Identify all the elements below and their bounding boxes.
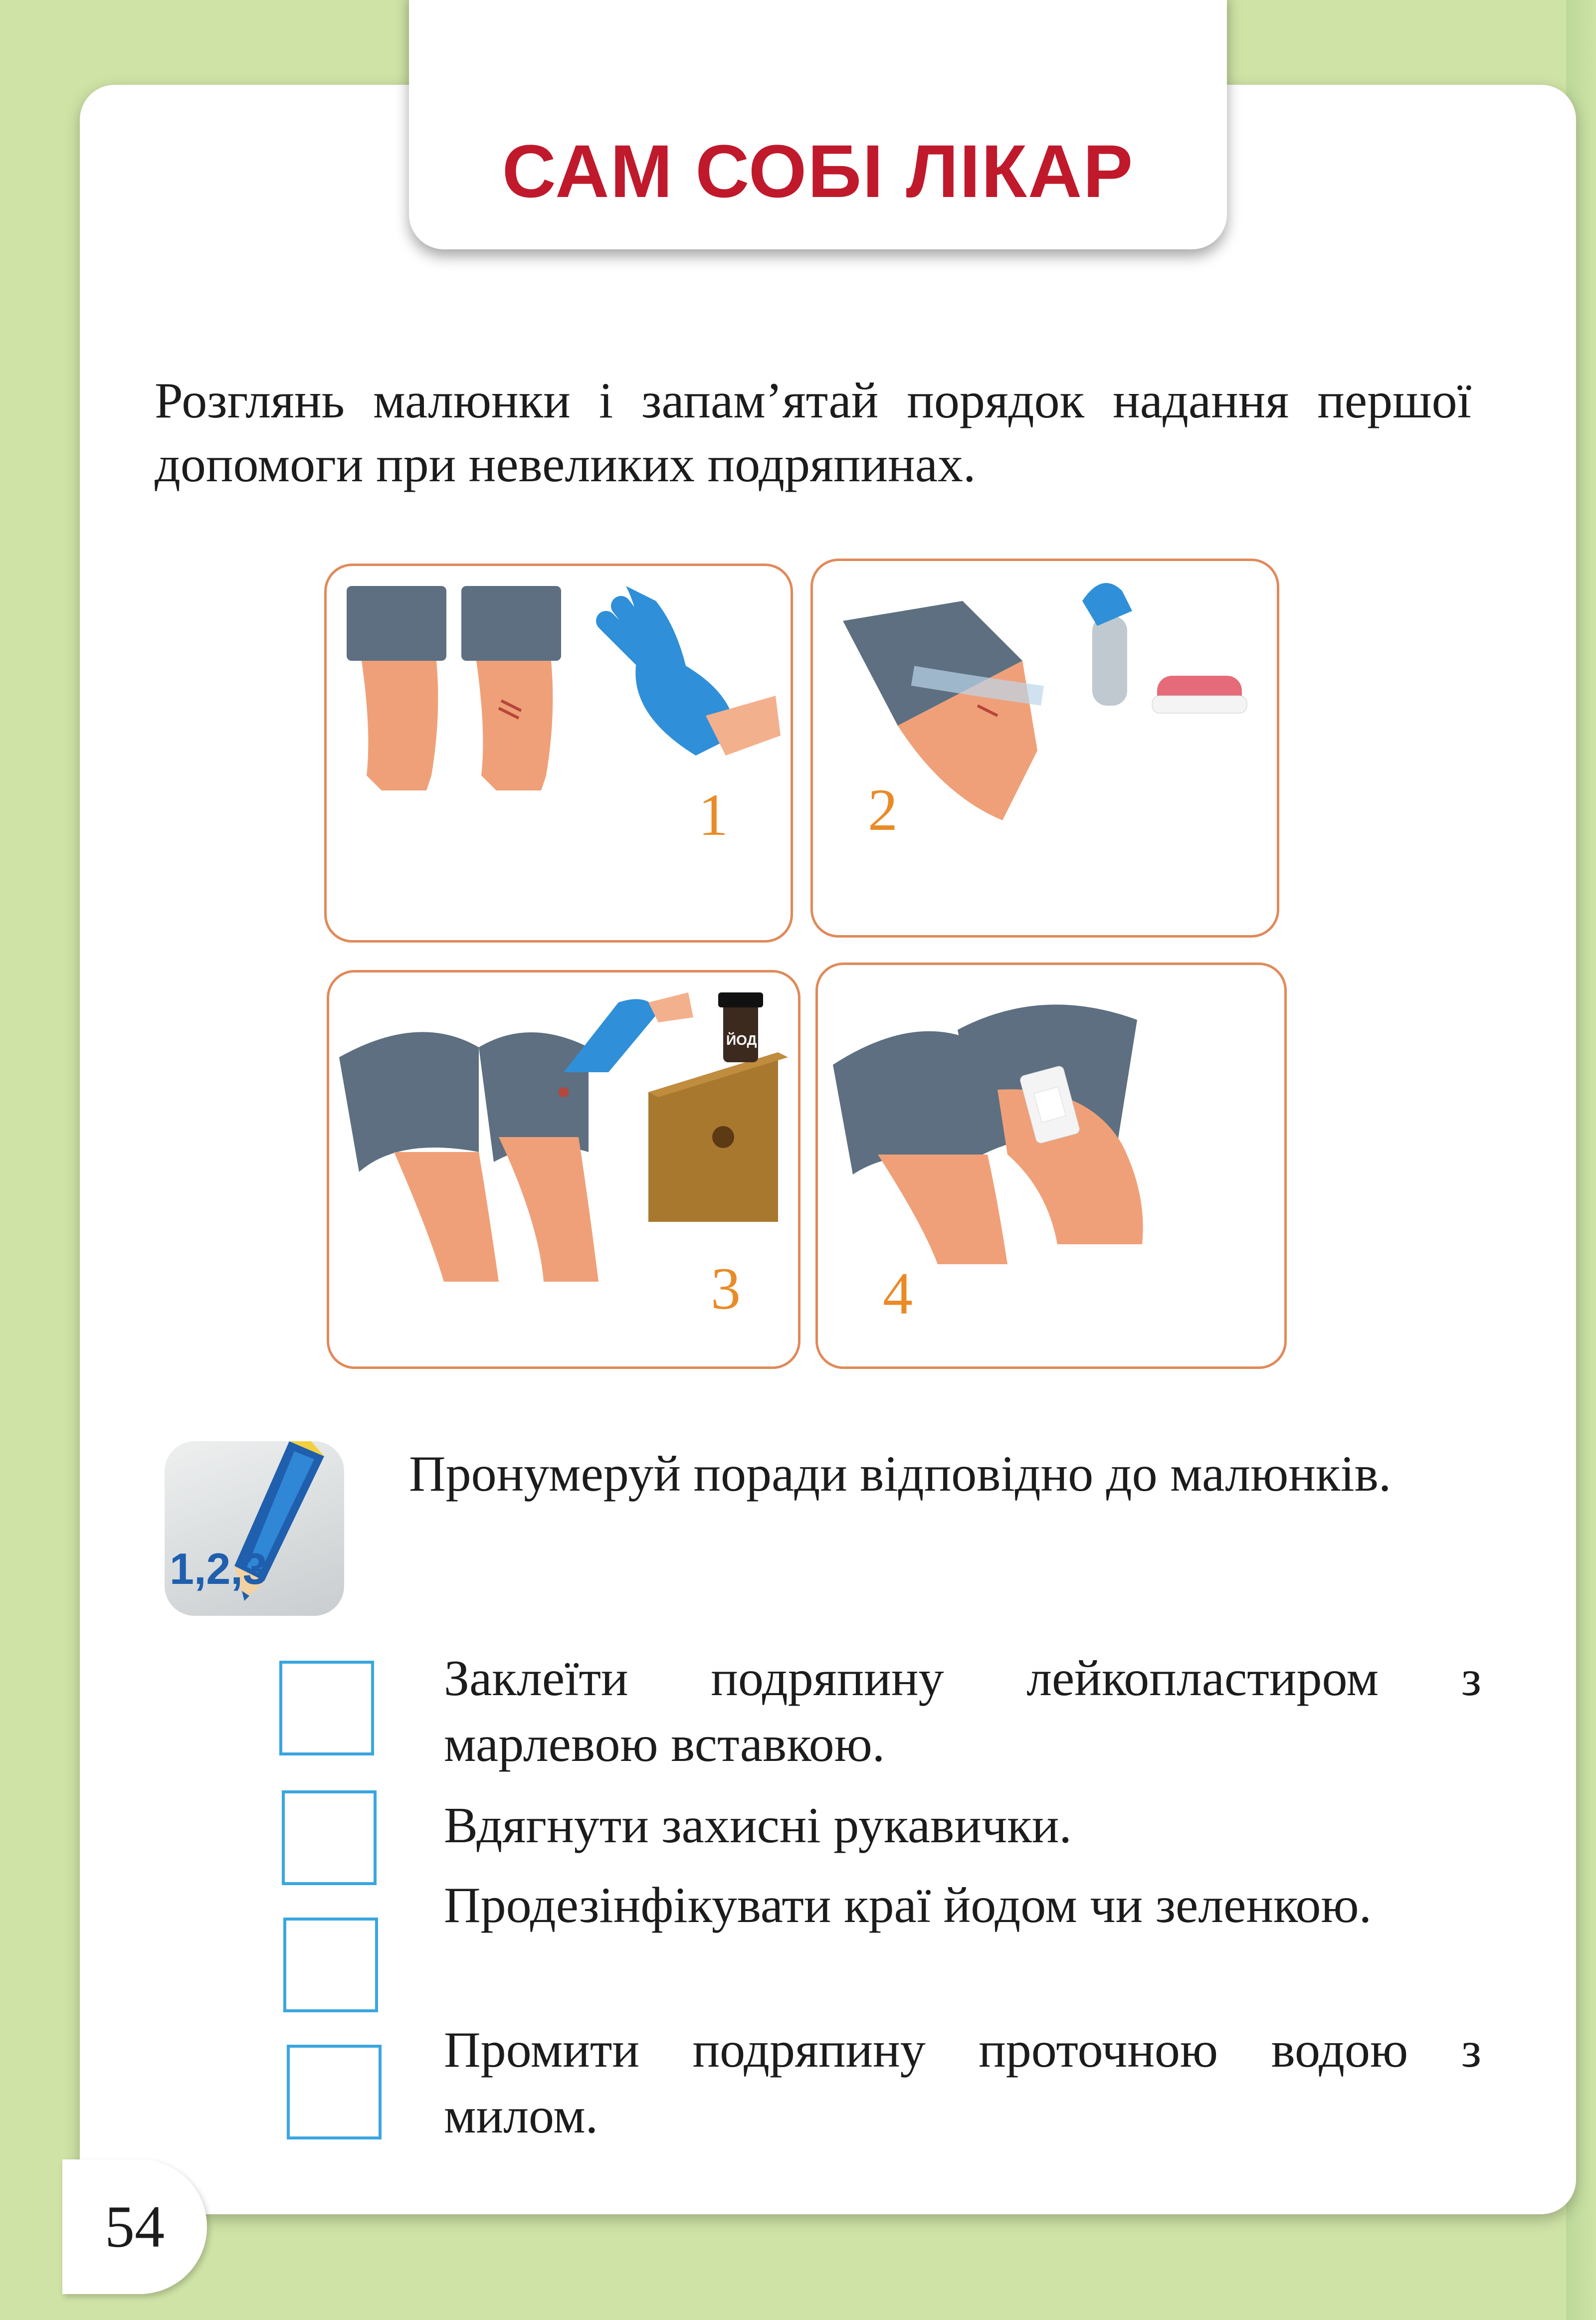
answer-box-4[interactable] bbox=[287, 2045, 382, 2139]
answer-box-2[interactable] bbox=[282, 1790, 377, 1885]
panel-number-3: 3 bbox=[711, 1255, 741, 1322]
answer-box-1[interactable] bbox=[279, 1661, 374, 1755]
illustration-panel-4 bbox=[815, 963, 1287, 1369]
advice-item-1: Заклеїти подряпину лейкопластиром з марлевою вставкою. bbox=[444, 1650, 1481, 1772]
illustration-panel-2 bbox=[810, 559, 1279, 938]
task-instruction: Пронумеруй поради відповідно до малюнків. bbox=[409, 1446, 1392, 1502]
advice-item-3: Продезінфікувати краї йодом чи зеленкою. bbox=[444, 1877, 1372, 1933]
advice-item-2: Вдягнути захисні рукавички. bbox=[444, 1797, 1072, 1854]
page-number: 54 bbox=[105, 2193, 165, 2260]
illustration-panel-3 bbox=[327, 970, 800, 1369]
task-icon-label: 1,2,3 bbox=[170, 1544, 267, 1593]
answer-box-3[interactable] bbox=[283, 1918, 378, 2012]
page-title: САМ СОБІ ЛІКАР bbox=[502, 129, 1134, 213]
washing-illustration bbox=[813, 561, 1279, 938]
panel-number-2: 2 bbox=[868, 776, 898, 843]
illustration-panel-1 bbox=[324, 564, 793, 943]
panel-number-1: 1 bbox=[698, 781, 728, 848]
intro-text: Розглянь малюнки і запам’ятай порядок надання першої допомоги при невеликих подряпинах. bbox=[155, 373, 1471, 493]
pencil-icon bbox=[165, 1441, 344, 1616]
knees-and-gloves-illustration bbox=[327, 566, 793, 943]
title-tab bbox=[409, 0, 1227, 249]
iodine-bottle-label: ЙОД bbox=[726, 1032, 757, 1048]
panel-number-4: 4 bbox=[883, 1260, 913, 1327]
advice-item-4: Промити подряпину проточною водою з милом. bbox=[444, 2022, 1481, 2144]
page-number-badge bbox=[62, 2159, 207, 2294]
